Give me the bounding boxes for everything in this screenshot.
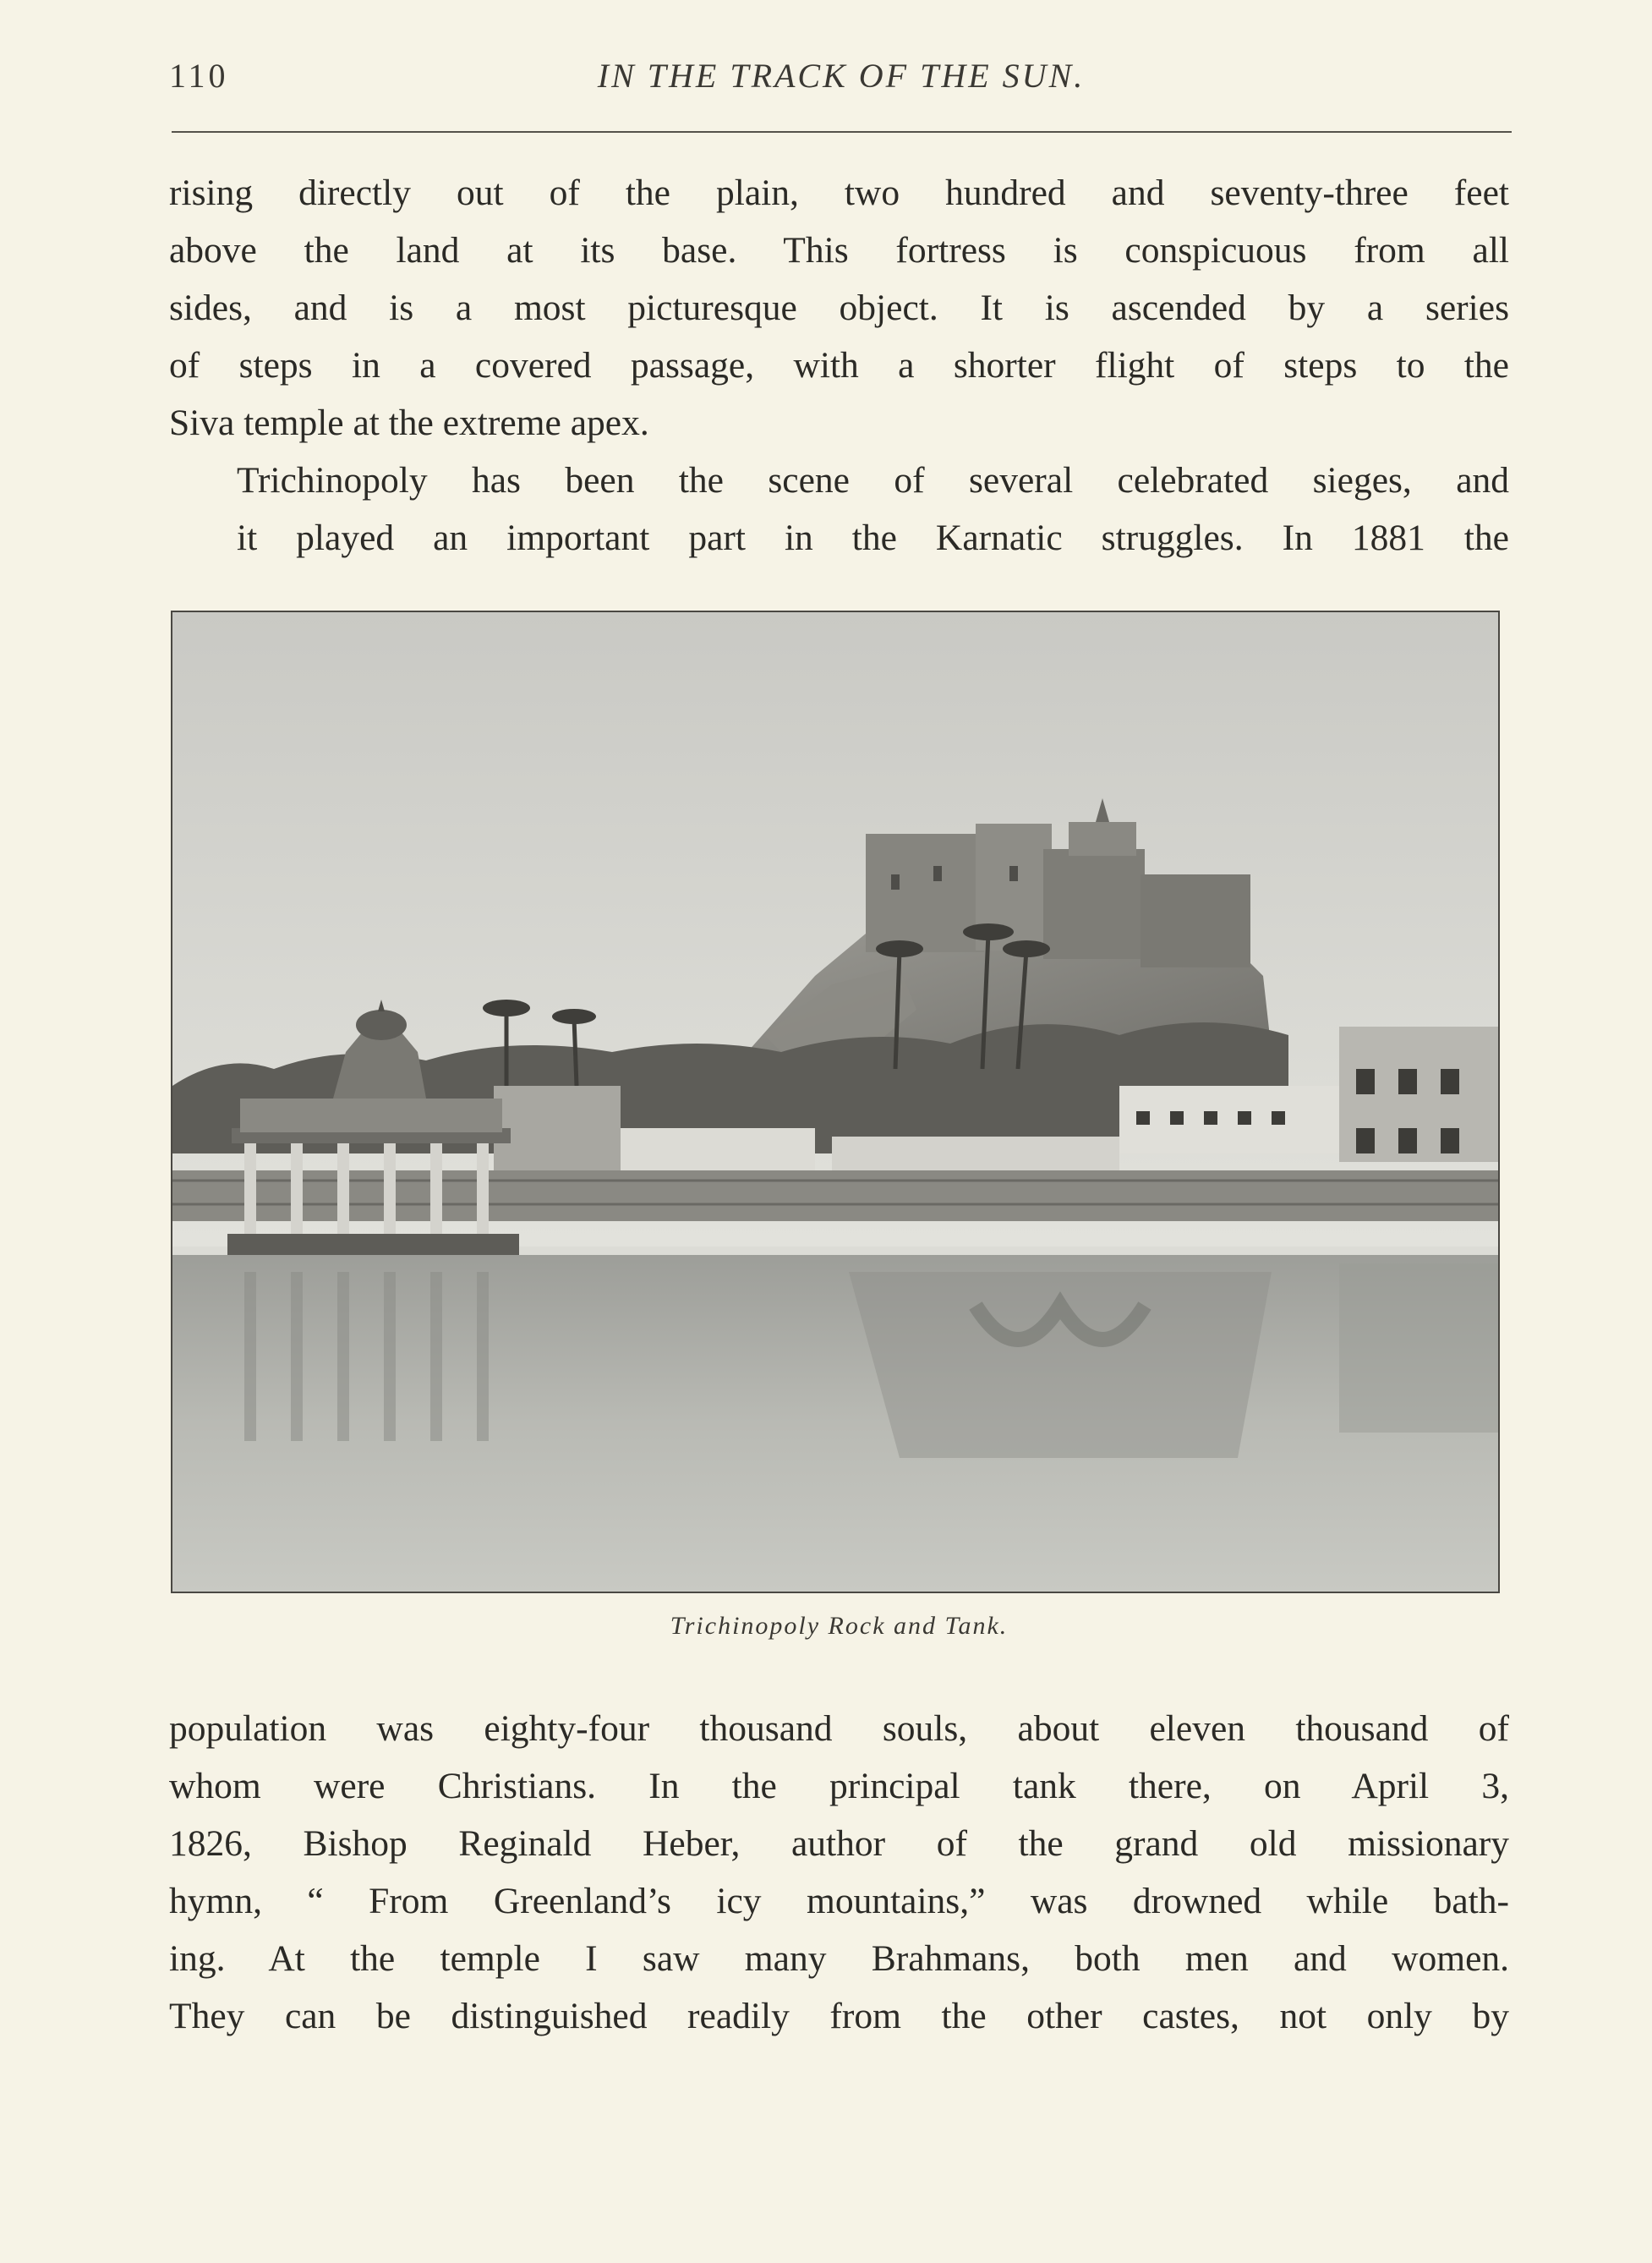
figure-caption: Trichinopoly Rock and Tank. — [670, 1612, 1009, 1640]
text-line: population was eighty-four thousand souls, about eleven thousand of — [169, 1708, 1509, 1749]
text-line: sides, and is a most picturesque object. It is ascended by a series — [169, 288, 1509, 328]
text-line: They can be distinguished readily from the other castes, not only by — [169, 1996, 1509, 2036]
text-line: whom were Christians. In the principal tank there, on April 3, — [169, 1766, 1509, 1806]
body-text-bottom — [169, 1700, 1509, 2045]
text-line: 1826, Bishop Reginald Heber, author of the grand old missionary — [169, 1823, 1509, 1864]
text-line: hymn, “ From Greenland’s icy mountains,” was drowned while bath- — [169, 1881, 1509, 1921]
paragraph — [169, 164, 1509, 452]
text-line: Trichinopoly has been the scene of several celebrated sieges, and — [237, 460, 1509, 501]
text-line: it played an important part in the Karnatic struggles. In 1881 the — [237, 518, 1509, 558]
text-line: Siva temple at the extreme apex. — [169, 403, 649, 443]
photograph-trichinopoly-rock — [171, 611, 1500, 1593]
paragraph — [169, 1700, 1509, 2045]
body-text-top — [169, 164, 1509, 567]
text-line: above the land at its base. This fortress is conspicuous from all — [169, 230, 1509, 271]
text-line: ing. At the temple I saw many Brahmans, both men and women. — [169, 1938, 1509, 1979]
header-rule — [172, 131, 1512, 133]
page-number: 110 — [169, 57, 229, 95]
text-line: rising directly out of the plain, two hundred and seventy-three feet — [169, 173, 1509, 213]
text-line: of steps in a covered passage, with a shorter flight of steps to the — [169, 345, 1509, 386]
paragraph — [169, 452, 1509, 567]
page-header — [169, 49, 1513, 100]
running-title: IN THE TRACK OF THE SUN. — [597, 57, 1086, 95]
